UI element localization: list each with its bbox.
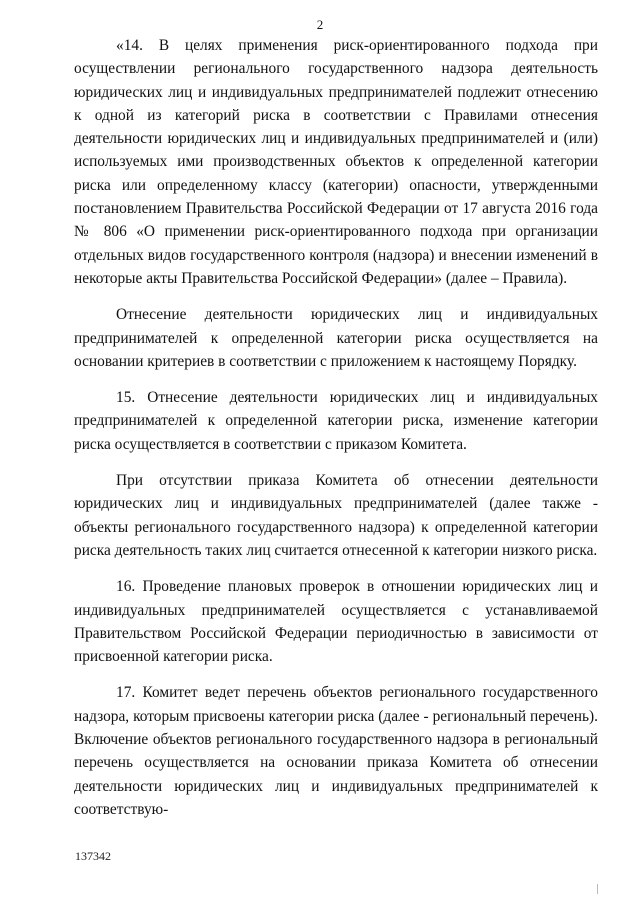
paragraph-15: 15. Отнесение деятельности юридических лиц и индивидуальных предпринимателей к определенной категории риска, изменение категории риска осуществляется в соответствии с приказом Комитета. <box>74 389 598 453</box>
document-body <box>74 34 598 834</box>
paragraph-17: 17. Комитет ведет перечень объектов регионального государственного надзора, которым присвоены категории риска (далее - региональный перечень). Включение объектов регионального государственного надзора в региональный перечень осуществляется на основании приказа Комитета об отнесении деятельности юридических лиц и индивидуальных предпринимателей к соответствую- <box>74 684 598 818</box>
paragraph-no-order: При отсутствии приказа Комитета об отнесении деятельности юридических лиц и индивидуальных предпринимателей (далее также - объекты регионального государственного надзора) к определенной категории риска деятельность таких лиц считается отнесенной к категории низкого риска. <box>74 472 598 559</box>
paragraph-14: «14. В целях применения риск-ориентированного подхода при осуществлении регионального государственного надзора деятельность юридических лиц и индивидуальных предпринимателей подлежит отнесению к одной из категорий риска в соответствии с Правилами отнесения деятельности юридических лиц и индивидуальных предпринимателей и (или) используемых ими производственных объектов к определенной категории риска или определенному классу (категории) опасности, утвержденными постановлением Правительства Российской Федерации от 17 августа 2016 года № 806 «О применении риск-ориентированного подхода при организации отдельных видов государственного контроля (надзора) и внесении изменений в некоторые акты Правительства Российской Федерации» (далее – Правила). <box>74 37 598 287</box>
document-code: 137342 <box>75 849 111 863</box>
scan-artifact <box>597 884 598 894</box>
paragraph-risk-criteria: Отнесение деятельности юридических лиц и индивидуальных предпринимателей к определенной категории риска осуществляется на основании критериев в соответствии с приложением к настоящему Порядку. <box>74 306 598 370</box>
page-number: 2 <box>316 17 324 32</box>
paragraph-16: 16. Проведение плановых проверок в отношении юридических лиц и индивидуальных предпринимателей осуществляется с устанавливаемой Правительством Российской Федерации периодичностью в зависимости от присвоенной категории риска. <box>74 578 598 666</box>
